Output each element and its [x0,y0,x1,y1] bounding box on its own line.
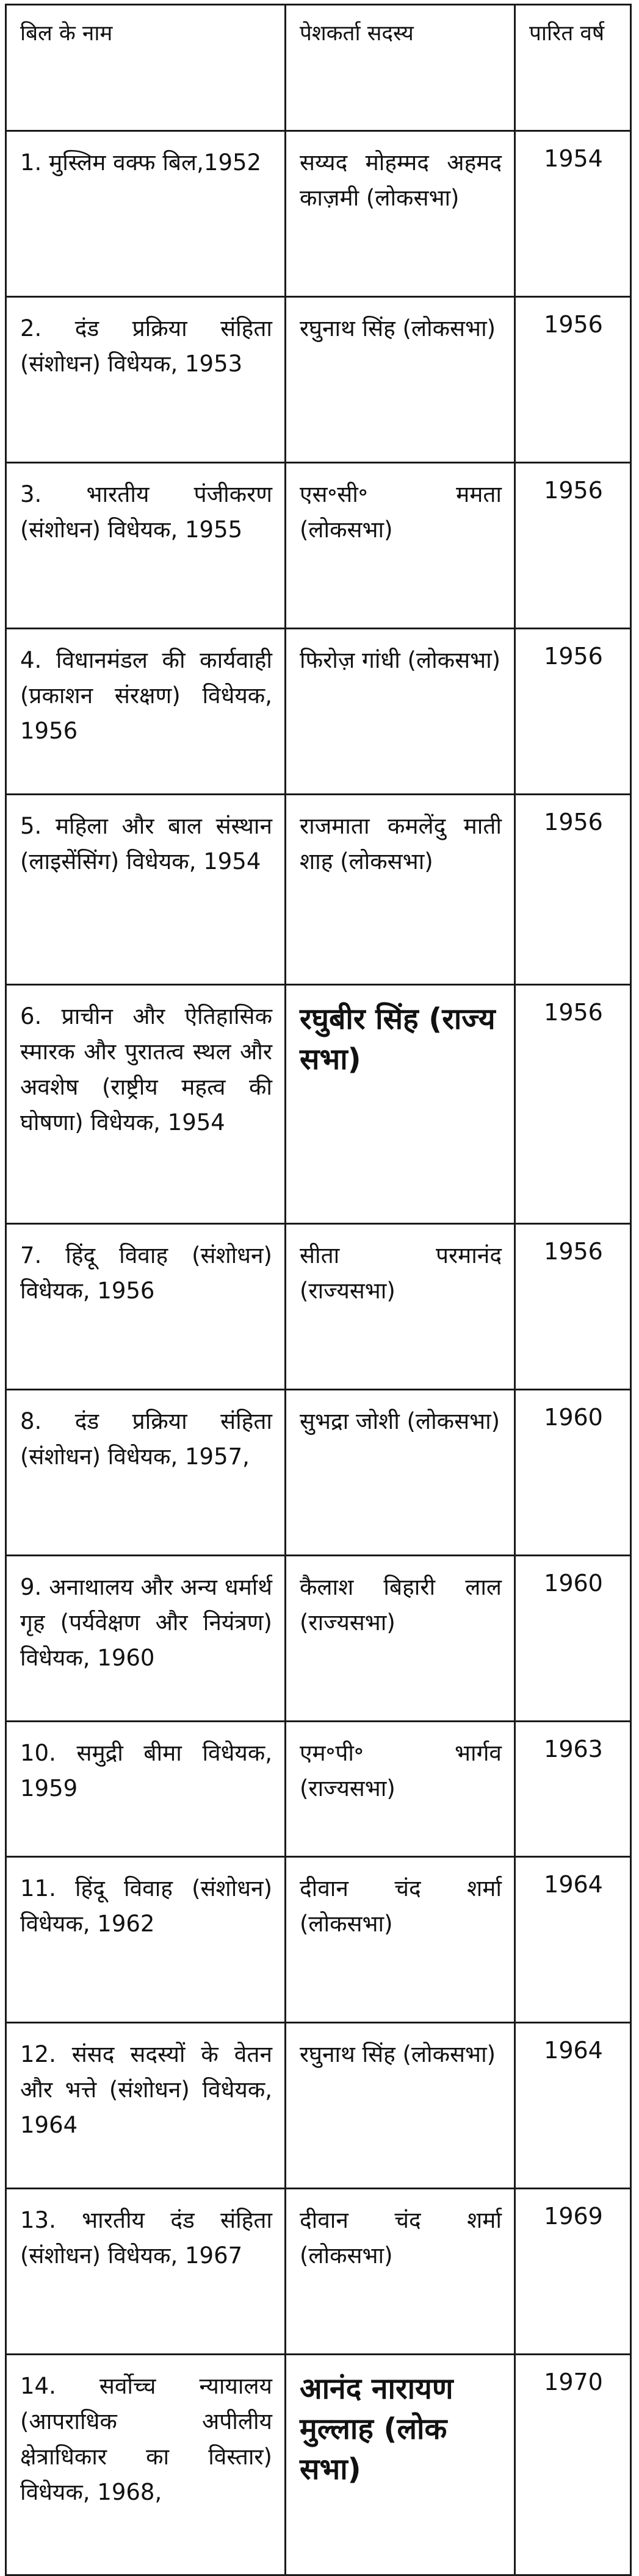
bill-name-cell: 4. विधानमंडल की कार्यवाही (प्रकाशन संरक्षण) विधेयक, 1956 [6,629,286,795]
header-year-passed: पारित वर्ष [515,5,631,131]
bill-name-cell: 13. भारतीय दंड संहिता (संशोधन) विधेयक, 1967 [6,2189,286,2355]
year-cell: 1956 [515,985,631,1224]
year-cell: 1956 [515,463,631,629]
proposer-cell: सय्यद मोहम्मद अहमद काज़मी (लोकसभा) [286,131,515,297]
table-row [6,629,631,795]
bill-name-cell: 10. समुद्री बीमा विधेयक, 1959 [6,1722,286,1857]
table-row [6,1224,631,1390]
proposer-cell: आनंद नारायण मुल्लाह (लोक सभा) [286,2355,515,2575]
bill-name-cell: 1. मुस्लिम वक्फ बिल,1952 [6,131,286,297]
year-cell: 1954 [515,131,631,297]
bill-name-cell: 14. सर्वोच्च न्यायालय (आपराधिक अपीलीय क्षेत्राधिकार का विस्तार) विधेयक, 1968, [6,2355,286,2575]
proposer-cell: एम॰पी॰ भार्गव (राज्यसभा) [286,1722,515,1857]
table-row [6,297,631,463]
proposer-cell: रघुनाथ सिंह (लोकसभा) [286,2023,515,2189]
year-cell: 1956 [515,297,631,463]
proposer-cell: राजमाता कमलेंदु माती शाह (लोकसभा) [286,795,515,985]
bill-name-cell: 5. महिला और बाल संस्थान (लाइसेंसिंग) विधेयक, 1954 [6,795,286,985]
bill-name-cell: 8. दंड प्रक्रिया संहिता (संशोधन) विधेयक, 1957, [6,1390,286,1556]
proposer-cell: रघुबीर सिंह (राज्य सभा) [286,985,515,1224]
bill-name-cell: 3. भारतीय पंजीकरण (संशोधन) विधेयक, 1955 [6,463,286,629]
header-proposer: पेशकर्ता सदस्य [286,5,515,131]
bill-name-cell: 2. दंड प्रक्रिया संहिता (संशोधन) विधेयक, 1953 [6,297,286,463]
year-cell: 1963 [515,1722,631,1857]
bill-name-cell: 6. प्राचीन और ऐतिहासिक स्मारक और पुरातत्व स्थल और अवशेष (राष्ट्रीय महत्व की घोषणा) विधेयक, 1954 [6,985,286,1224]
table-row [6,463,631,629]
bill-name-cell: 7. हिंदू विवाह (संशोधन) विधेयक, 1956 [6,1224,286,1390]
bill-name-cell: 11. हिंदू विवाह (संशोधन) विधेयक, 1962 [6,1857,286,2023]
proposer-cell: सीता परमानंद (राज्यसभा) [286,1224,515,1390]
table-row [6,2023,631,2189]
year-cell: 1969 [515,2189,631,2355]
year-cell: 1956 [515,629,631,795]
year-cell: 1964 [515,2023,631,2189]
table-row [6,1857,631,2023]
proposer-cell: कैलाश बिहारी लाल (राज्यसभा) [286,1556,515,1722]
proposer-cell: दीवान चंद शर्मा (लोकसभा) [286,2189,515,2355]
table-row [6,1722,631,1857]
table-row [6,1556,631,1722]
table-row [6,2189,631,2355]
table-row [6,985,631,1224]
year-cell: 1956 [515,795,631,985]
table-row [6,2355,631,2575]
bill-name-cell: 9. अनाथालय और अन्य धर्मार्थ गृह (पर्यवेक्षण और नियंत्रण) विधेयक, 1960 [6,1556,286,1722]
year-cell: 1964 [515,1857,631,2023]
table-row [6,1390,631,1556]
header-bill-name: बिल के नाम [6,5,286,131]
year-cell: 1960 [515,1390,631,1556]
bill-name-cell: 12. संसद सदस्यों के वेतन और भत्ते (संशोधन) विधेयक, 1964 [6,2023,286,2189]
proposer-cell: दीवान चंद शर्मा (लोकसभा) [286,1857,515,2023]
proposer-cell: सुभद्रा जोशी (लोकसभा) [286,1390,515,1556]
bills-table [5,4,632,2576]
table-row [6,131,631,297]
table-row [6,795,631,985]
year-cell: 1956 [515,1224,631,1390]
year-cell: 1970 [515,2355,631,2575]
proposer-cell: रघुनाथ सिंह (लोकसभा) [286,297,515,463]
table-header-row [6,5,631,131]
proposer-cell: एस॰सी॰ ममता (लोकसभा) [286,463,515,629]
year-cell: 1960 [515,1556,631,1722]
proposer-cell: फिरोज़ गांधी (लोकसभा) [286,629,515,795]
